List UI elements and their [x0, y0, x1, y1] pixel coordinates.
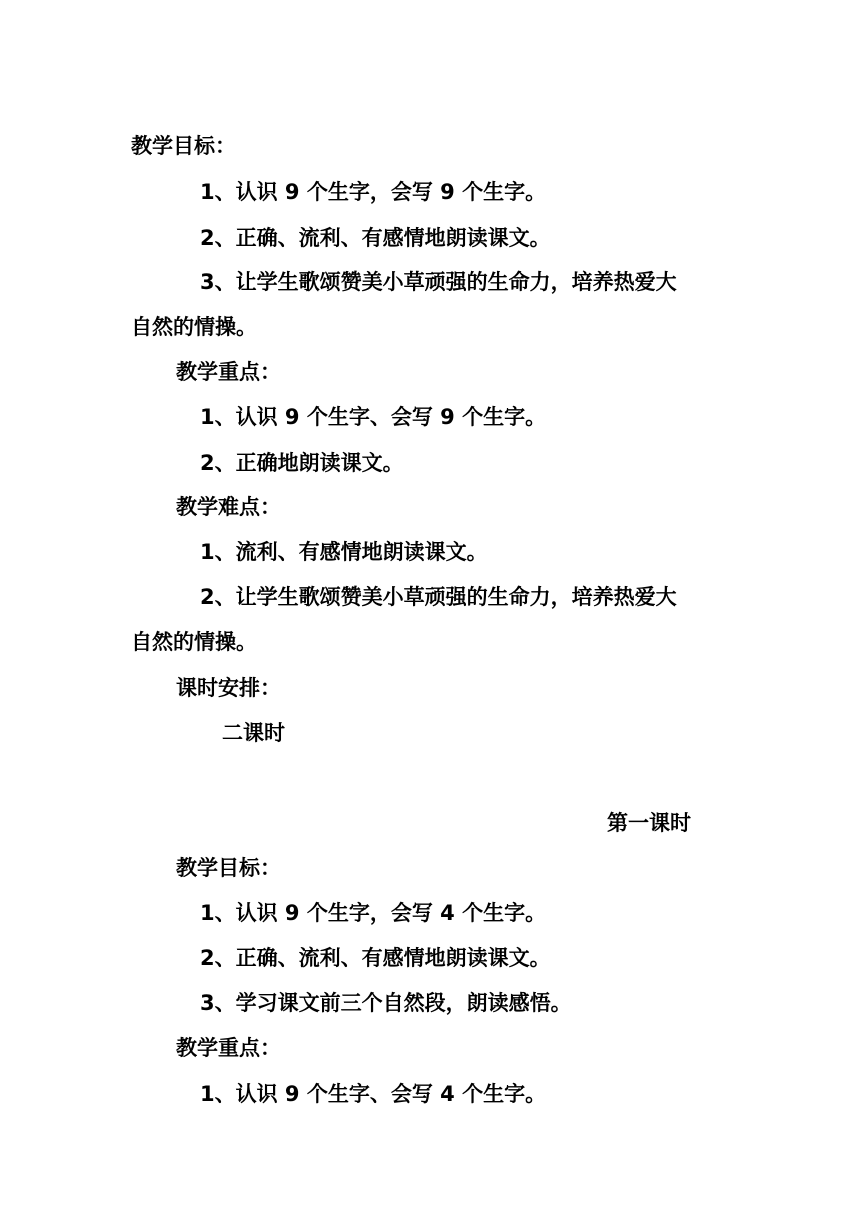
difficulty-item-1: 1、流利、有感情地朗读课文。 — [200, 540, 488, 564]
difficulty-item-2-continuation: 自然的情操。 — [131, 630, 257, 654]
key-point-item-1: 1、认识 9 个生字、会写 9 个生字。 — [200, 405, 547, 429]
lesson-goal-item-2: 2、正确、流利、有感情地朗读课文。 — [200, 946, 551, 970]
lesson-heading-key-points: 教学重点： — [176, 1036, 281, 1060]
section-heading-schedule: 课时安排： — [176, 676, 281, 700]
section-heading-teaching-goals: 教学目标： — [131, 134, 236, 158]
key-point-item-2: 2、正确地朗读课文。 — [200, 451, 404, 475]
section-heading-key-points: 教学重点： — [176, 360, 281, 384]
section-heading-difficulties: 教学难点： — [176, 495, 281, 519]
goal-item-2: 2、正确、流利、有感情地朗读课文。 — [200, 226, 551, 250]
goal-item-3-continuation: 自然的情操。 — [131, 315, 257, 339]
lesson-heading-teaching-goals: 教学目标： — [176, 856, 281, 880]
difficulty-item-2: 2、让学生歌颂赞美小草顽强的生命力，培养热爱大 — [200, 585, 677, 609]
goal-item-1: 1、认识 9 个生字，会写 9 个生字。 — [200, 180, 547, 204]
schedule-value: 二课时 — [222, 721, 285, 745]
lesson-title: 第一课时 — [607, 811, 691, 835]
lesson-key-point-item-1: 1、认识 9 个生字、会写 4 个生字。 — [200, 1082, 547, 1106]
lesson-goal-item-1: 1、认识 9 个生字，会写 4 个生字。 — [200, 901, 547, 925]
goal-item-3: 3、让学生歌颂赞美小草顽强的生命力，培养热爱大 — [200, 270, 677, 294]
lesson-goal-item-3: 3、学习课文前三个自然段，朗读感悟。 — [200, 991, 572, 1015]
